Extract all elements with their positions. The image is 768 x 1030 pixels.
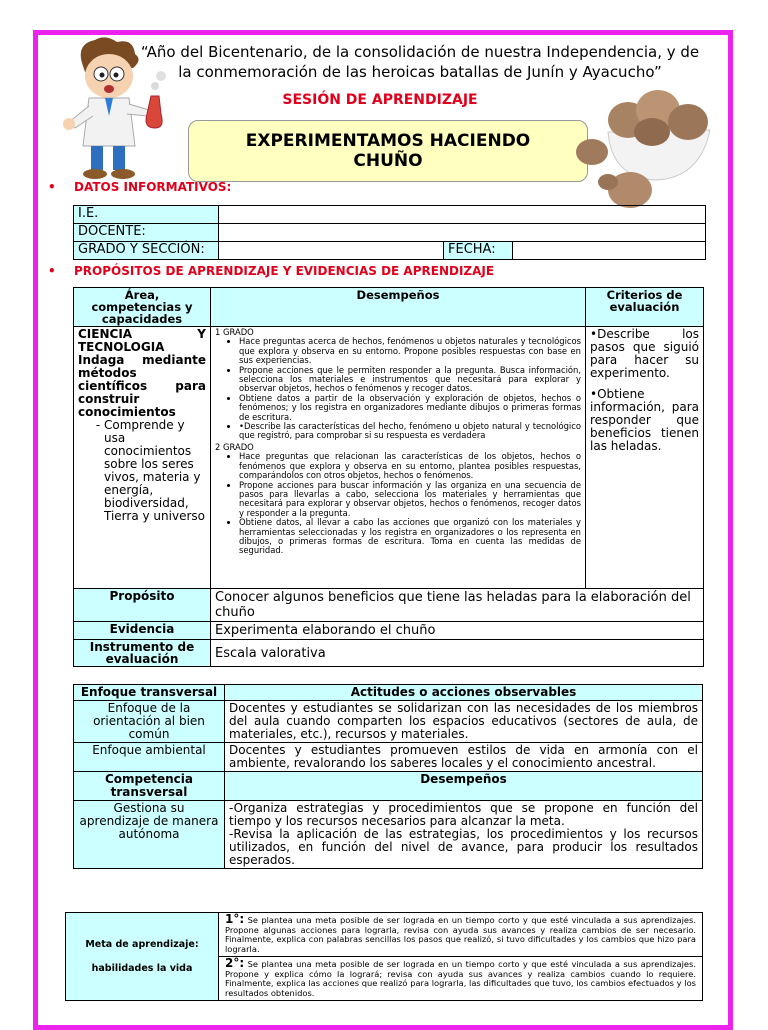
meta-label-2: habilidades la vida bbox=[91, 962, 193, 974]
enfoque-text: Docentes y estudiantes se solidarizan con las necesidades de los miembros del aula cuando comparten los espacios educativos (sectores de aula, de materiales, etc.), recursos y materiales. bbox=[225, 701, 703, 743]
enfoque-text: Docentes y estudiantes promueven estilos de vida en armonía con el ambiente, revalorando los saberes locales y el conocimiento ancestral. bbox=[225, 743, 703, 772]
col-criterios: Criterios de evaluación bbox=[586, 288, 704, 327]
meta-table bbox=[65, 912, 703, 1001]
potatoes-bowl-illustration bbox=[572, 70, 722, 215]
grade2-item: • Obtiene datos, al llevar a cabo las acciones que organizó con los materiales y herramientas seleccionadas y los registra en organizadores o los representa en dibujos, o primeras formas de escritura. Toma en cuenta las medidas de seguridad. bbox=[239, 518, 581, 556]
propositos-heading: • PROPÓSITOS DE APRENDIZAJE Y EVIDENCIAS DE APRENDIZAJE bbox=[48, 264, 495, 278]
enfoque-name: Enfoque de la orientación al bien común bbox=[74, 701, 225, 743]
competencia-item: -Revisa la aplicación de las estrategias, los procedimientos y los recursos utilizados, en función del nivel de avance, para producir los resultados esperados. bbox=[229, 827, 698, 867]
fecha-value bbox=[513, 242, 706, 260]
meta-item-1-text: Se plantea una meta posible de ser lograda en un tiempo corto y que esté vinculada a sus aprendizajes. Propone algunas acciones para lograrla, revisa con ayuda sus avances y realiza cambios de ser necesario. Finalmente, explica con palabras sencillas los pasos que realizó, si tuvo dificultades y los cambios que hizo para lograrla. bbox=[225, 915, 696, 954]
activity-title: EXPERIMENTAMOS HACIENDO CHUÑO bbox=[188, 120, 588, 182]
grade1-item: • •Describe las características del hecho, fenómeno u objeto natural y tecnológico que registró, para comprobar si su respuesta es verdadera bbox=[239, 422, 581, 441]
session-title: SESIÓN DE APRENDIZAJE bbox=[282, 92, 478, 108]
docente-value bbox=[219, 224, 706, 242]
proposito-label: Propósito bbox=[74, 589, 211, 622]
capacidad-item: - Comprende y usa conocimientos sobre los seres vivos, materia y energía, biodiversidad, Tierra y universo bbox=[104, 419, 206, 523]
motto-text: “Año del Bicentenario, de la consolidación de nuestra Independencia, y de la conmemoración de las heroicas batallas de Junín y Ayacucho” bbox=[140, 43, 700, 81]
ie-value bbox=[219, 206, 706, 224]
criterios-cell bbox=[586, 327, 704, 589]
col-competencia-desempenos: Desempeños bbox=[225, 772, 703, 801]
grade1-item: • Hace preguntas acerca de hechos, fenómenos u objetos naturales y tecnológicos que explora y observa en su entorno. Propone posibles respuestas con base en sus experiencias. bbox=[239, 337, 581, 365]
instrumento-value: Escala valorativa bbox=[211, 640, 704, 667]
grade2-title: 2 GRADO bbox=[215, 441, 254, 452]
grade2-item: • Hace preguntas que relacionan las características de los objetos, hechos o fenómenos que explora y observa en su entorno, plantea posibles respuestas, comparándolos con otros objetos, hechos o fenómenos. bbox=[239, 452, 581, 480]
criterio-item: •Describe los pasos que siguió para hacer su experimento. bbox=[590, 327, 699, 380]
datos-heading: • DATOS INFORMATIVOS: bbox=[48, 180, 232, 194]
col-competencia: Competencia transversal bbox=[74, 772, 225, 801]
competencia-transversal-name: Gestiona su aprendizaje de manera autónoma bbox=[74, 801, 225, 869]
meta-label-1: Meta de aprendizaje: bbox=[85, 939, 199, 950]
meta-item-2-text: Se plantea una meta posible de ser lograda en un tiempo corto y que esté vinculada a sus aprendizajes. Propone y explica cómo la logrará; revisa con ayuda sus avances y realiza cambios cuando lo requiere. Finalmente, explica las acciones que realizó para lograrla, las dificultades que tuvo, los cambios efectuados y los resultados obtenidos. bbox=[225, 959, 696, 998]
capacidades-list bbox=[78, 419, 206, 523]
grade1-list bbox=[215, 337, 581, 440]
instrumento-label: Instrumento de evaluación bbox=[74, 640, 211, 667]
competencia-name: Indaga mediante métodos científicos para construir conocimientos bbox=[78, 353, 206, 419]
col-enfoque: Enfoque transversal bbox=[74, 685, 225, 701]
competencia-item: -Organiza estrategias y procedimientos que se propone en función del tiempo y los recursos necesarios para alcanzar la meta. bbox=[229, 801, 698, 828]
docente-label: DOCENTE: bbox=[74, 224, 219, 242]
area-cell bbox=[74, 327, 211, 589]
meta-item-1-num: 1°: bbox=[225, 912, 245, 926]
meta-item-2 bbox=[219, 957, 703, 1001]
col-actitudes: Actitudes o acciones observables bbox=[225, 685, 703, 701]
ie-label: I.E. bbox=[74, 206, 219, 224]
evidencia-label: Evidencia bbox=[74, 622, 211, 640]
area-name: CIENCIA Y TECNOLOGIA bbox=[78, 327, 206, 354]
grado-label: GRADO Y SECCIÓN: bbox=[74, 242, 219, 260]
grade2-list bbox=[215, 452, 581, 555]
proposito-value: Conocer algunos beneficios que tiene las heladas para la elaboración del chuño bbox=[211, 589, 704, 622]
fecha-label: FECHA: bbox=[444, 242, 513, 260]
grade1-item: • Obtiene datos a partir de la observación y exploración de objetos, hechos o fenómenos; y los registra en organizadores mediante dibujos o primeras formas de escritura. bbox=[239, 394, 581, 422]
propositos-table bbox=[73, 287, 704, 667]
evidencia-value: Experimenta elaborando el chuño bbox=[211, 622, 704, 640]
col-area: Área, competencias y capacidades bbox=[74, 288, 211, 327]
grade1-title: 1 GRADO bbox=[215, 327, 254, 337]
grade2-item: • Propone acciones para buscar información y las organiza en una secuencia de pasos para llevarlas a cabo, selecciona los materiales y herramientas que necesitará para explorar y observar objetos, hechos o fenómenos, recoger datos y responder a la pregunta. bbox=[239, 481, 581, 519]
grado-value bbox=[219, 242, 444, 260]
grade1-item: • Propone acciones que le permiten responder a la pregunta. Busca información, selecciona los materiales e instrumentos que necesitará para explorar y observar objetos, hechos o fenómenos y recoger datos. bbox=[239, 366, 581, 394]
competencia-transversal-items bbox=[225, 801, 703, 869]
criterio-item: •Obtiene información, para responder que beneficios tienen las heladas. bbox=[590, 387, 699, 453]
meta-label-cell bbox=[66, 913, 219, 1001]
datos-table bbox=[73, 205, 706, 260]
meta-item-2-num: 2°: bbox=[225, 956, 245, 970]
enfoques-table bbox=[73, 684, 703, 869]
desempenos-cell bbox=[211, 327, 586, 589]
enfoque-name: Enfoque ambiental bbox=[74, 743, 225, 772]
meta-item-1 bbox=[219, 913, 703, 957]
col-desempenos: Desempeños bbox=[211, 288, 586, 327]
